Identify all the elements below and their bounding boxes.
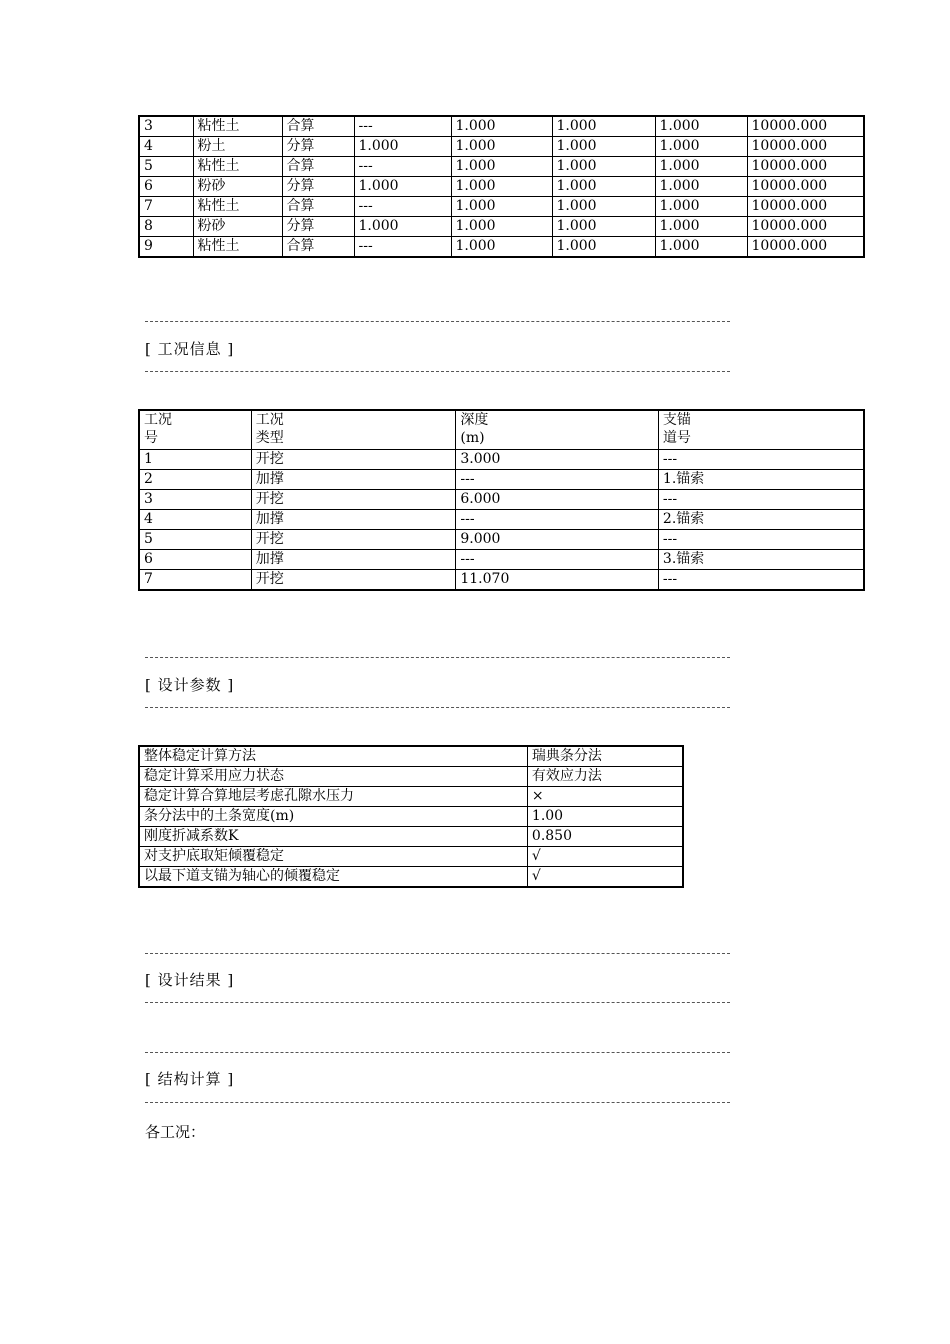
divider-line	[145, 707, 730, 708]
table-cell: 粘性土	[193, 116, 282, 137]
table-cell: 1.00	[527, 807, 683, 827]
table-cell: 1.000	[655, 116, 747, 137]
divider-line	[145, 953, 730, 954]
table-cell: 9.000	[456, 530, 659, 550]
table-cell: 7	[139, 197, 193, 217]
table-cell: 分算	[282, 177, 354, 197]
table-cell: 粉土	[193, 137, 282, 157]
divider-line	[145, 371, 730, 372]
column-header: 深度 (m)	[456, 410, 659, 450]
table-cell: 1.000	[354, 137, 451, 157]
table-row	[139, 197, 864, 217]
table-row	[139, 807, 683, 827]
table-cell: 0.850	[527, 827, 683, 847]
table-row	[139, 490, 864, 510]
table-row	[139, 177, 864, 197]
table-row	[139, 237, 864, 258]
table-row	[139, 157, 864, 177]
table-cell: 10000.000	[747, 237, 864, 258]
table-cell: 1.000	[451, 116, 552, 137]
table-row	[139, 137, 864, 157]
table-row	[139, 116, 864, 137]
table-cell: 粉砂	[193, 177, 282, 197]
table-cell: 1.000	[552, 197, 655, 217]
table-cell: 1.000	[655, 237, 747, 258]
table-cell: 2	[139, 470, 251, 490]
table-cell: 整体稳定计算方法	[139, 746, 527, 767]
table-row	[139, 450, 864, 470]
table-cell: 刚度折减系数K	[139, 827, 527, 847]
table-cell: 4	[139, 137, 193, 157]
table-cell: 3	[139, 116, 193, 137]
table-cell: 合算	[282, 197, 354, 217]
table-cell: 合算	[282, 116, 354, 137]
table-cell: 合算	[282, 157, 354, 177]
table-cell: ---	[354, 237, 451, 258]
soil-table-body	[139, 116, 864, 257]
table-cell: 对支护底取矩倾覆稳定	[139, 847, 527, 867]
table-cell: 7	[139, 570, 251, 591]
table-cell: ---	[354, 157, 451, 177]
section-title-structure-calc: [ 结构计算 ]	[145, 1070, 235, 1088]
table-cell: 10000.000	[747, 116, 864, 137]
soil-layer-table	[138, 115, 865, 258]
table-cell: 粘性土	[193, 197, 282, 217]
table-cell: 1.锚索	[658, 470, 864, 490]
divider-line	[145, 1102, 730, 1103]
table-cell: ---	[658, 450, 864, 470]
param-table-body	[139, 746, 683, 887]
table-cell: 有效应力法	[527, 767, 683, 787]
table-cell: ---	[456, 550, 659, 570]
column-header: 支锚 道号	[658, 410, 864, 450]
table-row	[139, 767, 683, 787]
table-cell: 分算	[282, 217, 354, 237]
table-cell: 1.000	[451, 177, 552, 197]
table-cell: ---	[456, 510, 659, 530]
work-table-header	[139, 410, 864, 450]
work-table-body	[139, 450, 864, 591]
section-title-design-results: [ 设计结果 ]	[145, 971, 235, 989]
table-cell: ---	[354, 116, 451, 137]
table-cell: 10000.000	[747, 177, 864, 197]
table-cell: 1.000	[552, 217, 655, 237]
table-row	[139, 787, 683, 807]
table-row	[139, 746, 683, 767]
table-cell: 1.000	[655, 217, 747, 237]
table-cell: 1.000	[451, 137, 552, 157]
table-cell: 1.000	[451, 237, 552, 258]
table-cell: 2.锚索	[658, 510, 864, 530]
table-cell: ---	[456, 470, 659, 490]
header-row	[139, 410, 864, 450]
table-cell: 合算	[282, 237, 354, 258]
section-title-work-info: [ 工况信息 ]	[145, 340, 235, 358]
table-cell: 1	[139, 450, 251, 470]
table-cell: 1.000	[552, 157, 655, 177]
table-cell: 1.000	[451, 217, 552, 237]
design-param-table	[138, 745, 684, 888]
table-cell: 1.000	[655, 157, 747, 177]
table-cell: 加撑	[251, 470, 456, 490]
table-cell: 3	[139, 490, 251, 510]
table-cell: 8	[139, 217, 193, 237]
table-cell: 9	[139, 237, 193, 258]
table-cell: 1.000	[655, 177, 747, 197]
divider-line	[145, 1002, 730, 1003]
table-cell: 条分法中的土条宽度(m)	[139, 807, 527, 827]
table-cell: 开挖	[251, 450, 456, 470]
table-cell: ---	[658, 570, 864, 591]
table-row	[139, 217, 864, 237]
table-row	[139, 867, 683, 888]
table-cell: 稳定计算合算地层考虑孔隙水压力	[139, 787, 527, 807]
table-cell: 粘性土	[193, 237, 282, 258]
table-row	[139, 847, 683, 867]
table-cell: 分算	[282, 137, 354, 157]
table-cell: 1.000	[354, 177, 451, 197]
table-cell: 5	[139, 530, 251, 550]
table-cell: 4	[139, 510, 251, 530]
table-cell: 粉砂	[193, 217, 282, 237]
table-cell: 10000.000	[747, 217, 864, 237]
table-cell: 开挖	[251, 530, 456, 550]
table-cell: ---	[658, 530, 864, 550]
table-cell: 10000.000	[747, 197, 864, 217]
table-cell: ×	[527, 787, 683, 807]
table-cell: 1.000	[552, 177, 655, 197]
table-cell: 6	[139, 177, 193, 197]
table-cell: 1.000	[655, 137, 747, 157]
table-cell: √	[527, 847, 683, 867]
section-title-design-params: [ 设计参数 ]	[145, 676, 235, 694]
table-cell: 加撑	[251, 510, 456, 530]
table-row	[139, 530, 864, 550]
divider-line	[145, 321, 730, 322]
table-cell: 粘性土	[193, 157, 282, 177]
table-cell: 1.000	[552, 237, 655, 258]
table-cell: 1.000	[451, 157, 552, 177]
table-cell: 开挖	[251, 570, 456, 591]
table-cell: ---	[354, 197, 451, 217]
table-cell: 6.000	[456, 490, 659, 510]
table-row	[139, 510, 864, 530]
table-cell: 3.000	[456, 450, 659, 470]
table-cell: 1.000	[655, 197, 747, 217]
table-cell: 1.000	[451, 197, 552, 217]
table-cell: 以最下道支锚为轴心的倾覆稳定	[139, 867, 527, 888]
table-cell: 3.锚索	[658, 550, 864, 570]
table-cell: ---	[658, 490, 864, 510]
table-cell: 6	[139, 550, 251, 570]
table-cell: 1.000	[552, 137, 655, 157]
table-cell: 5	[139, 157, 193, 177]
table-cell: 开挖	[251, 490, 456, 510]
table-row	[139, 550, 864, 570]
column-header: 工况 号	[139, 410, 251, 450]
table-cell: 稳定计算采用应力状态	[139, 767, 527, 787]
table-cell: 加撑	[251, 550, 456, 570]
table-row	[139, 570, 864, 591]
column-header: 工况 类型	[251, 410, 456, 450]
table-row	[139, 827, 683, 847]
table-cell: 10000.000	[747, 137, 864, 157]
table-row	[139, 470, 864, 490]
divider-line	[145, 1052, 730, 1053]
table-cell: 1.000	[552, 116, 655, 137]
conditions-label: 各工况：	[145, 1123, 206, 1141]
table-cell: √	[527, 867, 683, 888]
table-cell: 瑞典条分法	[527, 746, 683, 767]
divider-line	[145, 657, 730, 658]
work-condition-table	[138, 409, 865, 591]
table-cell: 1.000	[354, 217, 451, 237]
table-cell: 10000.000	[747, 157, 864, 177]
table-cell: 11.070	[456, 570, 659, 591]
